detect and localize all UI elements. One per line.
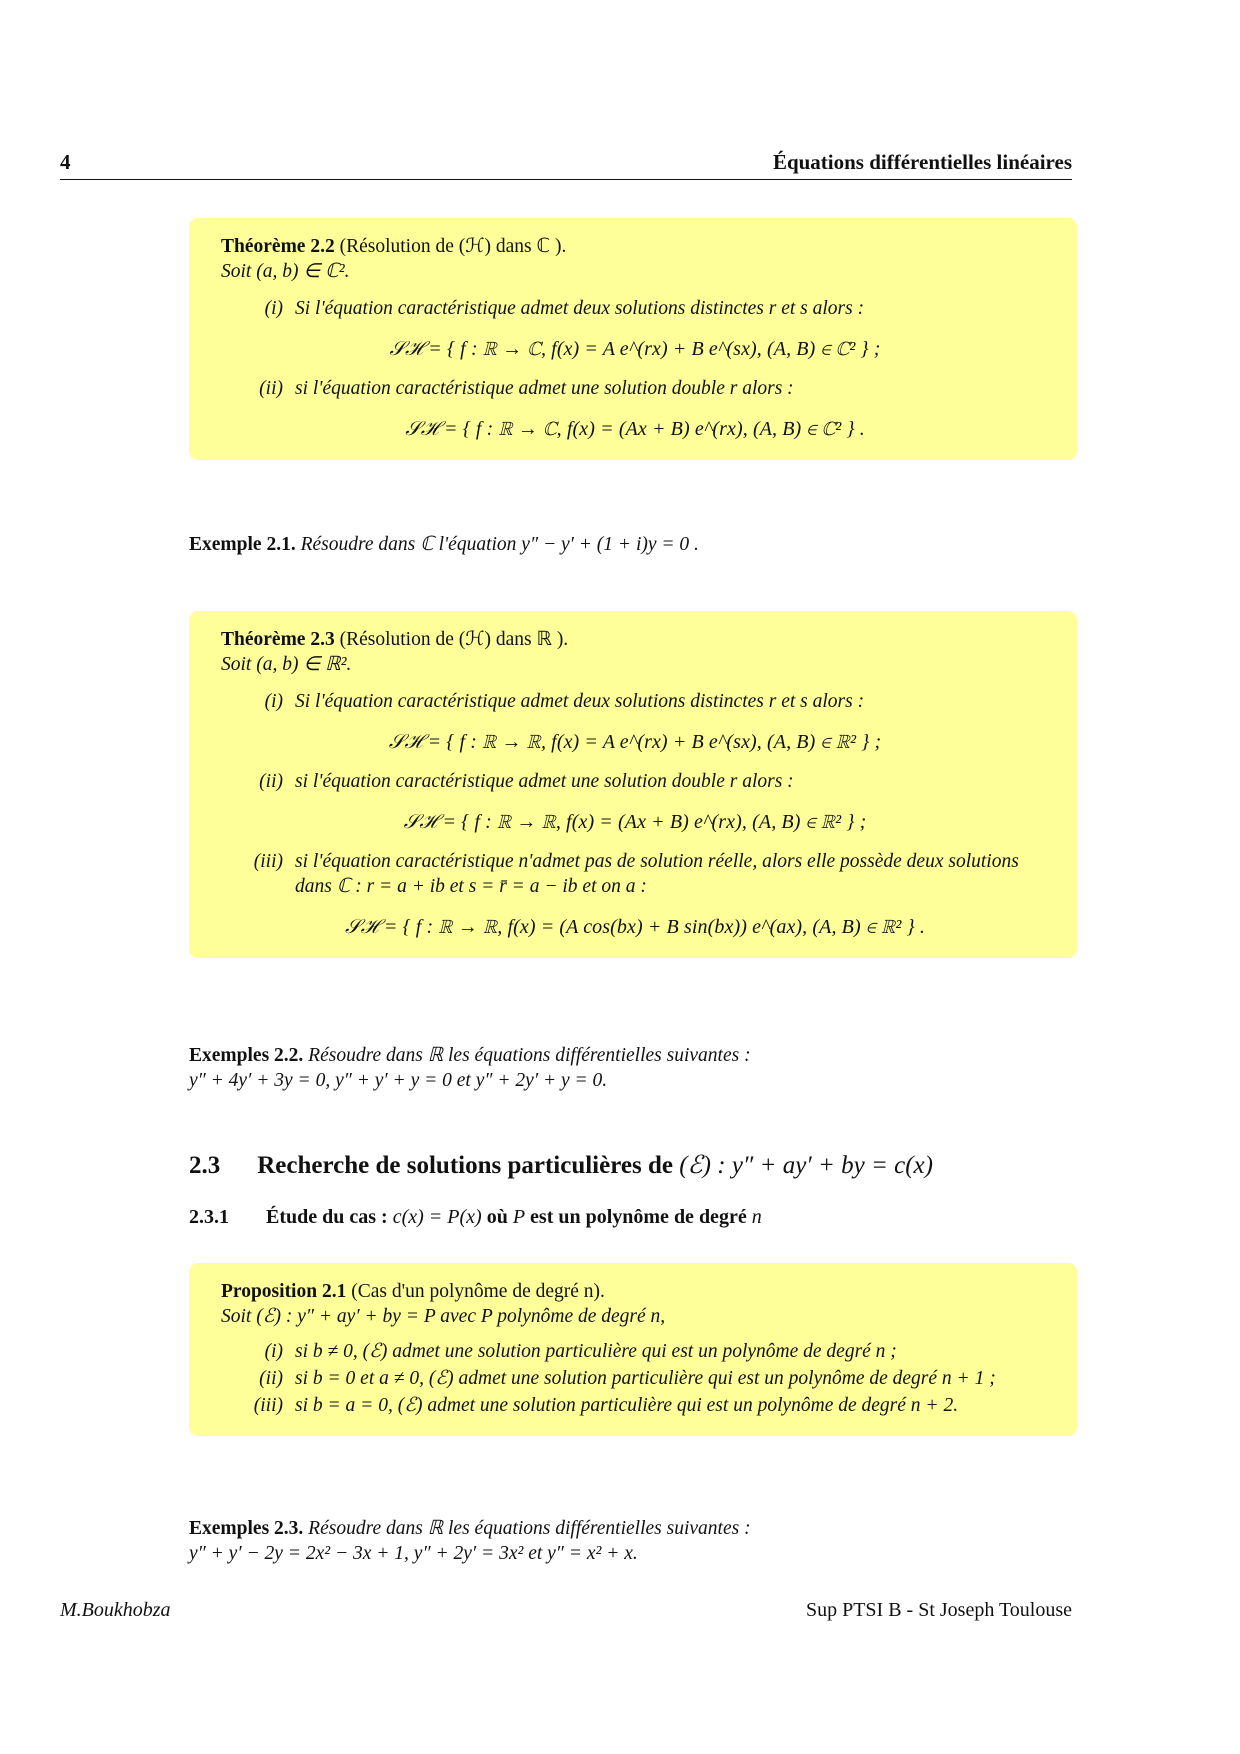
footer-institution: Sup PTSI B - St Joseph Toulouse — [805, 1599, 1072, 1621]
theorem-2-3-box — [189, 611, 1077, 958]
item-text: si l'équation caractéristique n'admet pas de solution réelle, alors elle possède deux solutions dans ℂ : r = a + ib et s = r̄ = a − ib et on a : — [295, 851, 1019, 897]
examples-2-2 — [189, 1043, 1077, 1093]
page-header — [60, 150, 1072, 180]
theorem-subtitle: (Résolution de (ℋ) dans ℂ ). — [339, 236, 567, 257]
item-label: (i) — [264, 691, 283, 712]
subsection-title-text: est un polynôme de degré — [530, 1206, 747, 1228]
example-text: Résoudre dans ℝ les équations différentielles suivantes : — [308, 1045, 751, 1066]
footer-author: M.Boukhobza — [60, 1599, 171, 1621]
item-text: si b = a = 0, (ℰ) admet une solution particulière qui est un polynôme de degré n + 2. — [295, 1395, 959, 1416]
item-label: (ii) — [259, 771, 283, 792]
proposition-hypothesis: Soit (ℰ) : y″ + ay′ + by = P avec P polynôme de degré n, — [221, 1306, 666, 1327]
theorem-title — [221, 627, 1049, 652]
subsection-math: n — [751, 1206, 762, 1228]
page-footer — [60, 1599, 1072, 1622]
section-title-math: (ℰ) : y″ + ay′ + by = c(x) — [679, 1152, 933, 1179]
theorem-item — [221, 769, 1049, 794]
subsection-title-text: où — [486, 1206, 508, 1228]
item-text: Si l'équation caractéristique admet deux solutions distinctes r et s alors : — [295, 298, 865, 319]
item-label: (ii) — [259, 1368, 283, 1389]
theorem-item — [221, 296, 1049, 321]
subsection-math: P — [512, 1206, 526, 1228]
item-text: si b = 0 et a ≠ 0, (ℰ) admet une solution particulière qui est un polynôme de degré n + 1 ; — [295, 1368, 996, 1389]
subsection-number: 2.3.1 — [189, 1206, 229, 1228]
theorem-hypothesis: Soit (a, b) ∈ ℂ². — [221, 261, 350, 282]
section-title-text: Recherche de solutions particulières de — [257, 1152, 673, 1179]
item-text: si l'équation caractéristique admet une solution double r alors : — [295, 378, 794, 399]
formula: 𝒮ℋ = { f : ℝ → ℂ, f(x) = (Ax + B) e^(rx), (A, B) ∈ ℂ² } . — [405, 418, 865, 440]
example-equations: y″ + y′ − 2y = 2x² − 3x + 1, y″ + 2y′ = 3x² et y″ = x² + x. — [189, 1543, 638, 1564]
theorem-hypothesis: Soit (a, b) ∈ ℝ². — [221, 654, 352, 675]
theorem-item — [221, 849, 1049, 899]
proposition-2-1-box — [189, 1263, 1077, 1436]
example-equations: y″ + 4y′ + 3y = 0, y″ + y′ + y = 0 et y″ + 2y′ + y = 0. — [189, 1070, 608, 1091]
example-label: Exemple 2.1. — [189, 534, 296, 555]
item-text: si l'équation caractéristique admet une solution double r alors : — [295, 771, 794, 792]
formula: 𝒮ℋ = { f : ℝ → ℝ, f(x) = (A cos(bx) + B sin(bx)) e^(ax), (A, B) ∈ ℝ² } . — [345, 916, 925, 938]
theorem-item — [221, 376, 1049, 401]
formula: 𝒮ℋ = { f : ℝ → ℂ, f(x) = A e^(rx) + B e^(sx), (A, B) ∈ ℂ² } ; — [389, 338, 881, 360]
proposition-subtitle: (Cas d'un polynôme de degré n). — [351, 1281, 605, 1302]
proposition-label: Proposition 2.1 — [221, 1281, 347, 1302]
theorem-item — [221, 689, 1049, 714]
chapter-title: Équations différentielles linéaires — [772, 150, 1072, 174]
item-label: (iii) — [253, 851, 283, 872]
theorem-2-2-box — [189, 218, 1077, 460]
subsection-math: c(x) = P(x) — [392, 1206, 482, 1228]
example-label: Exemples 2.2. — [189, 1045, 304, 1066]
item-label: (iii) — [253, 1395, 283, 1416]
subsection-2-3-1-title — [189, 1206, 1089, 1229]
examples-2-3 — [189, 1516, 1077, 1566]
theorem-label: Théorème 2.2 — [221, 236, 335, 257]
example-text: Résoudre dans ℝ les équations différentielles suivantes : — [308, 1518, 751, 1539]
theorem-title — [221, 234, 1049, 259]
section-2-3-title — [189, 1150, 1089, 1180]
example-text: Résoudre dans ℂ l'équation y″ − y′ + (1 + i)y = 0 . — [300, 534, 699, 555]
item-label: (i) — [264, 298, 283, 319]
theorem-subtitle: (Résolution de (ℋ) dans ℝ ). — [339, 629, 569, 650]
item-text: Si l'équation caractéristique admet deux solutions distinctes r et s alors : — [295, 691, 865, 712]
item-text: si b ≠ 0, (ℰ) admet une solution particulière qui est un polynôme de degré n ; — [295, 1341, 897, 1362]
item-label: (i) — [264, 1341, 283, 1362]
proposition-item — [221, 1339, 1049, 1364]
proposition-item — [221, 1393, 1049, 1418]
formula: 𝒮ℋ = { f : ℝ → ℝ, f(x) = A e^(rx) + B e^(sx), (A, B) ∈ ℝ² } ; — [388, 731, 882, 753]
item-label: (ii) — [259, 378, 283, 399]
formula: 𝒮ℋ = { f : ℝ → ℝ, f(x) = (Ax + B) e^(rx), (A, B) ∈ ℝ² } ; — [403, 811, 867, 833]
subsection-title-text: Étude du cas : — [266, 1206, 388, 1228]
proposition-title — [221, 1279, 1049, 1304]
example-2-1 — [189, 532, 1077, 557]
proposition-item — [221, 1366, 1049, 1391]
example-label: Exemples 2.3. — [189, 1518, 304, 1539]
theorem-label: Théorème 2.3 — [221, 629, 335, 650]
section-number: 2.3 — [189, 1152, 221, 1179]
page-number: 4 — [60, 150, 71, 174]
